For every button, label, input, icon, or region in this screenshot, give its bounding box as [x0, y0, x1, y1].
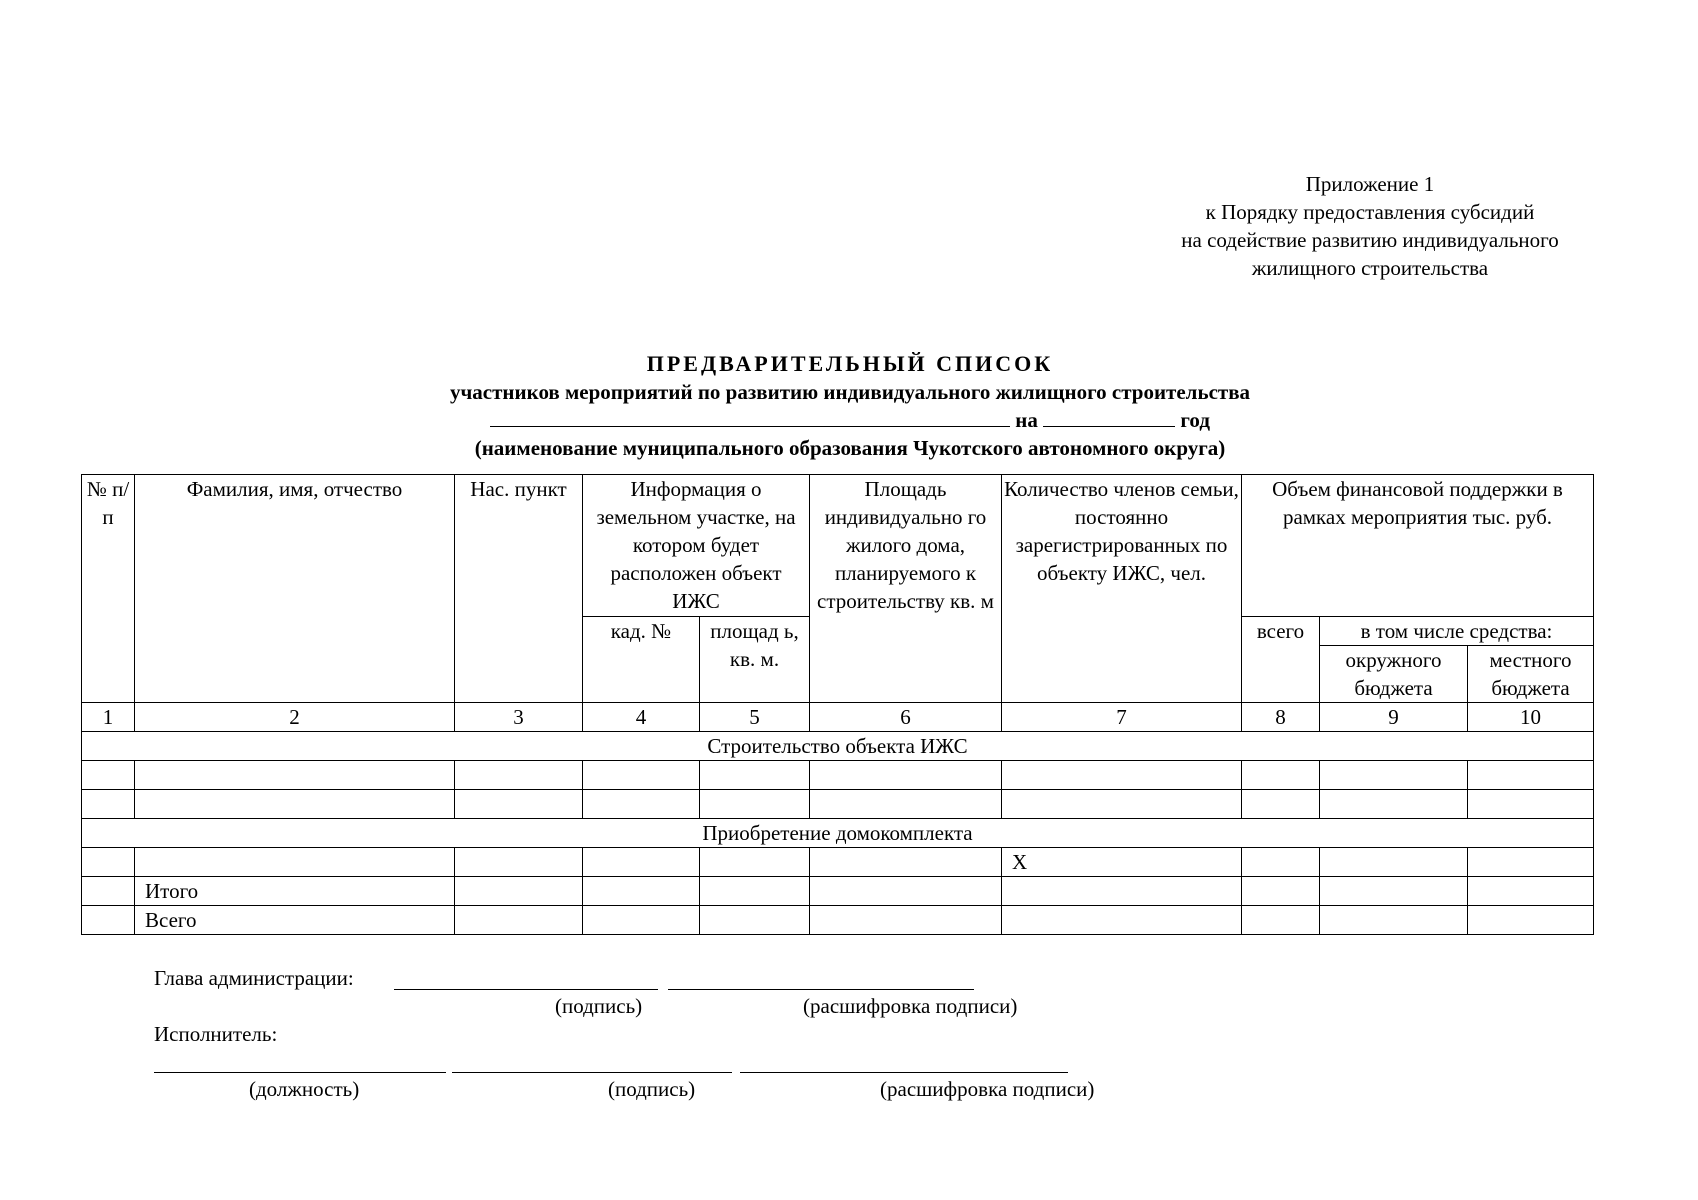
head-signature-line: [394, 989, 658, 990]
table-cell: [82, 790, 135, 819]
head-decipher-line: [668, 989, 974, 990]
header-local-budget: местного бюджета: [1468, 646, 1594, 703]
itogo-label: Итого: [135, 877, 455, 906]
head-decipher-caption: (расшифровка подписи): [803, 994, 1018, 1018]
executor-decipher-line: [740, 1072, 1068, 1073]
table-cell: [700, 877, 810, 906]
table-row: [82, 848, 1594, 877]
document-title: ПРЕДВАРИТЕЛЬНЫЙ СПИСОК: [646, 351, 1054, 376]
column-number: 5: [700, 703, 810, 732]
column-number: 3: [455, 703, 583, 732]
table-cell: [82, 761, 135, 790]
table-cell: [1242, 848, 1320, 877]
head-signature-caption: (подпись): [555, 994, 643, 1018]
header-total: всего: [1242, 617, 1320, 703]
section-row-house-kit: [82, 819, 1594, 848]
table-cell: [1242, 790, 1320, 819]
title-block: [80, 350, 1620, 462]
executor-decipher-caption: (расшифровка подписи): [880, 1077, 1095, 1101]
table-cell: [583, 906, 700, 935]
table-cell: [810, 848, 1002, 877]
header-house-area: Площадь индивидуально го жилого дома, планируемого к строительству кв. м: [810, 475, 1002, 703]
municipality-year-line: [80, 406, 1620, 434]
year-blank: [1043, 406, 1175, 427]
header-row-1: [82, 475, 1594, 617]
table-cell: [1468, 877, 1594, 906]
table-cell: [1242, 761, 1320, 790]
table-cell: [1002, 877, 1242, 906]
header-land-info: Информация о земельном участке, на котором будет расположен объект ИЖС: [583, 475, 810, 617]
table-cell: [1320, 906, 1468, 935]
itogo-row: [82, 877, 1594, 906]
x-mark-cell: Х: [1002, 848, 1242, 877]
participants-table: [81, 474, 1594, 935]
god-label: год: [1180, 408, 1210, 432]
section-title-house-kit: Приобретение домокомплекта: [82, 819, 1594, 848]
appendix-line-4: жилищного строительства: [1251, 256, 1489, 280]
table-cell: [583, 848, 700, 877]
table-cell: [455, 877, 583, 906]
header-area: площад ь, кв. м.: [700, 617, 810, 703]
table-cell: [1468, 906, 1594, 935]
table-cell: [583, 761, 700, 790]
municipality-caption: (наименование муниципального образования Чукотского автономного округа): [474, 436, 1226, 460]
executor-signature-caption: (подпись): [608, 1077, 696, 1101]
column-number: 10: [1468, 703, 1594, 732]
header-family: Количество членов семьи, постоянно зарегистрированных по объекту ИЖС, чел.: [1002, 475, 1242, 703]
executor-label: Исполнитель:: [154, 1022, 278, 1046]
table-cell: [1320, 877, 1468, 906]
header-num: № п/ п: [82, 475, 135, 703]
header-including: в том числе средства:: [1320, 617, 1594, 646]
table-cell: [1002, 761, 1242, 790]
vsego-label: Всего: [135, 906, 455, 935]
table-cell: [1320, 848, 1468, 877]
table-cell: [700, 790, 810, 819]
column-number: 6: [810, 703, 1002, 732]
table-cell: [700, 761, 810, 790]
table-cell: [1468, 790, 1594, 819]
table-cell: [455, 790, 583, 819]
table-cell: [1242, 906, 1320, 935]
appendix-block: [1140, 170, 1600, 282]
table-cell: [700, 906, 810, 935]
column-number: 1: [82, 703, 135, 732]
table-cell: [1002, 906, 1242, 935]
section-row-construction: [82, 732, 1594, 761]
section-title-construction: Строительство объекта ИЖС: [82, 732, 1594, 761]
table-cell: [455, 761, 583, 790]
table-row: [82, 761, 1594, 790]
table-cell: [82, 877, 135, 906]
column-number-row: [82, 703, 1594, 732]
appendix-line-3: на содействие развитию индивидуального: [1181, 228, 1559, 252]
table-cell: [1468, 761, 1594, 790]
table-cell: [1002, 790, 1242, 819]
table-cell: [1320, 761, 1468, 790]
column-number: 9: [1320, 703, 1468, 732]
table-cell: [810, 761, 1002, 790]
table-cell: [810, 906, 1002, 935]
table-cell: [700, 848, 810, 877]
appendix-line-1: Приложение 1: [1305, 172, 1435, 196]
table-cell: [82, 906, 135, 935]
vsego-row: [82, 906, 1594, 935]
appendix-line-2: к Порядку предоставления субсидий: [1205, 200, 1535, 224]
header-funding: Объем финансовой поддержки в рамках мероприятия тыс. руб.: [1242, 475, 1594, 617]
column-number: 4: [583, 703, 700, 732]
municipality-blank: [490, 406, 1010, 427]
column-number: 2: [135, 703, 455, 732]
table-cell: [82, 848, 135, 877]
column-number: 8: [1242, 703, 1320, 732]
table-cell: [135, 848, 455, 877]
executor-position-caption: (должность): [249, 1077, 360, 1101]
na-label: на: [1015, 408, 1038, 432]
table-cell: [455, 848, 583, 877]
executor-signature-line: [452, 1072, 732, 1073]
table-cell: [1468, 848, 1594, 877]
table-row: [82, 790, 1594, 819]
executor-position-line: [154, 1072, 446, 1073]
header-settlement: Нас. пункт: [455, 475, 583, 703]
document-subtitle: участников мероприятий по развитию индивидуального жилищного строительства: [449, 380, 1251, 404]
table-cell: [1320, 790, 1468, 819]
table-cell: [1242, 877, 1320, 906]
table-cell: [455, 906, 583, 935]
column-number: 7: [1002, 703, 1242, 732]
header-district-budget: окружного бюджета: [1320, 646, 1468, 703]
table-cell: [810, 790, 1002, 819]
header-fio: Фамилия, имя, отчество: [135, 475, 455, 703]
header-cadastral: кад. №: [583, 617, 700, 703]
table-cell: [135, 790, 455, 819]
table-cell: [135, 761, 455, 790]
table-cell: [583, 877, 700, 906]
table-cell: [810, 877, 1002, 906]
table-cell: [583, 790, 700, 819]
head-label: Глава администрации:: [154, 966, 354, 990]
